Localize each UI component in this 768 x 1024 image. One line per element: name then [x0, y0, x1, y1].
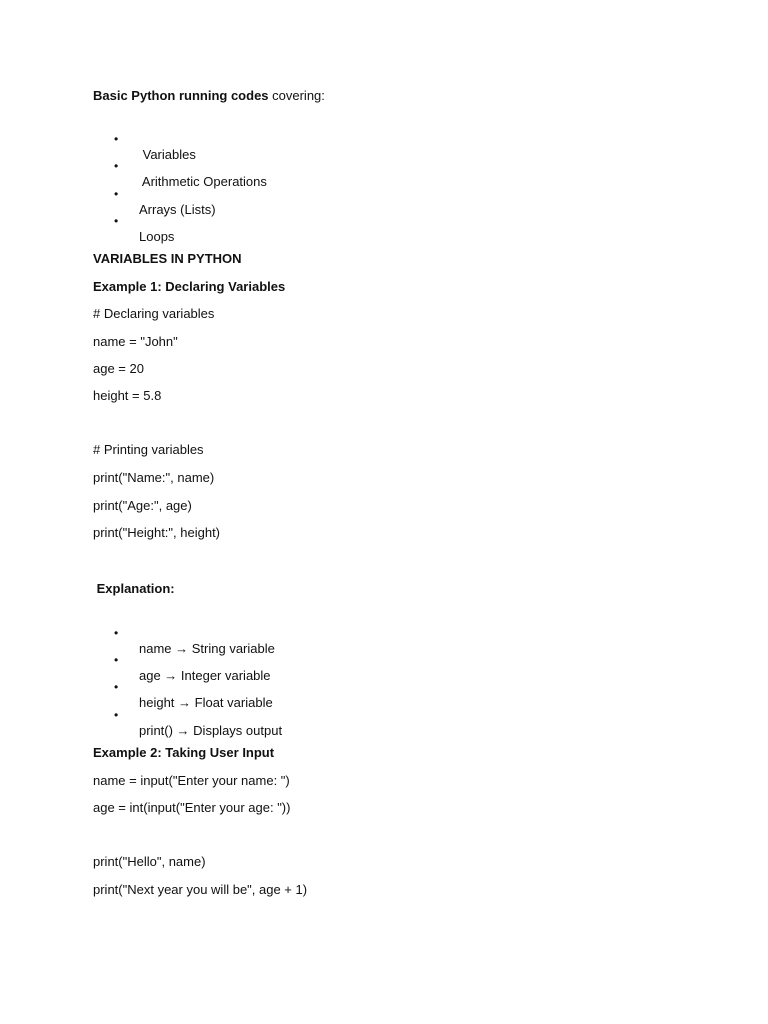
- code-line: # Declaring variables: [93, 306, 215, 321]
- bullet-icon: •: [114, 132, 119, 146]
- explanation-heading: Explanation:: [93, 581, 175, 596]
- bullet-icon: •: [114, 680, 119, 694]
- explanation-bullet-label: age → Integer variable: [139, 668, 271, 683]
- intro-bullet: [0, 197, 175, 261]
- bullet-icon: •: [114, 187, 119, 201]
- explanation-bullet-label: print() → Displays output: [139, 723, 283, 738]
- code-line: print("Height:", height): [93, 525, 221, 540]
- intro-bullet-label: Arithmetic Operations: [139, 174, 267, 189]
- bullet-icon: •: [114, 653, 119, 667]
- explanation-bullet-label: height → Float variable: [139, 695, 273, 710]
- code-line: # Printing variables: [93, 442, 204, 457]
- intro-bullet-label: Variables: [139, 147, 196, 162]
- intro-bullet-label: Loops: [139, 229, 175, 244]
- code-line: name = "John": [93, 334, 178, 349]
- intro-title-bold: Basic Python running codes: [93, 88, 269, 103]
- code-line: height = 5.8: [93, 388, 162, 403]
- example2-heading: Example 2: Taking User Input: [93, 745, 275, 760]
- bullet-icon: •: [114, 626, 119, 640]
- explanation-bullet-label: name → String variable: [139, 641, 275, 656]
- code-line: name = input("Enter your name: "): [93, 773, 290, 788]
- example1-heading: Example 1: Declaring Variables: [93, 279, 286, 294]
- code-line: print("Next year you will be", age + 1): [93, 882, 308, 897]
- section-heading: VARIABLES IN PYTHON: [93, 251, 242, 266]
- intro-title-rest: covering:: [268, 88, 325, 103]
- intro-title: [93, 88, 325, 104]
- code-line: print("Age:", age): [93, 498, 192, 513]
- bullet-icon: •: [114, 159, 119, 173]
- code-line: age = int(input("Enter your age: ")): [93, 800, 291, 815]
- code-line: print("Hello", name): [93, 854, 206, 869]
- bullet-icon: •: [114, 214, 119, 228]
- code-line: print("Name:", name): [93, 470, 215, 485]
- code-line: age = 20: [93, 361, 144, 376]
- bullet-icon: •: [114, 708, 119, 722]
- intro-bullet-label: Arrays (Lists): [139, 202, 216, 217]
